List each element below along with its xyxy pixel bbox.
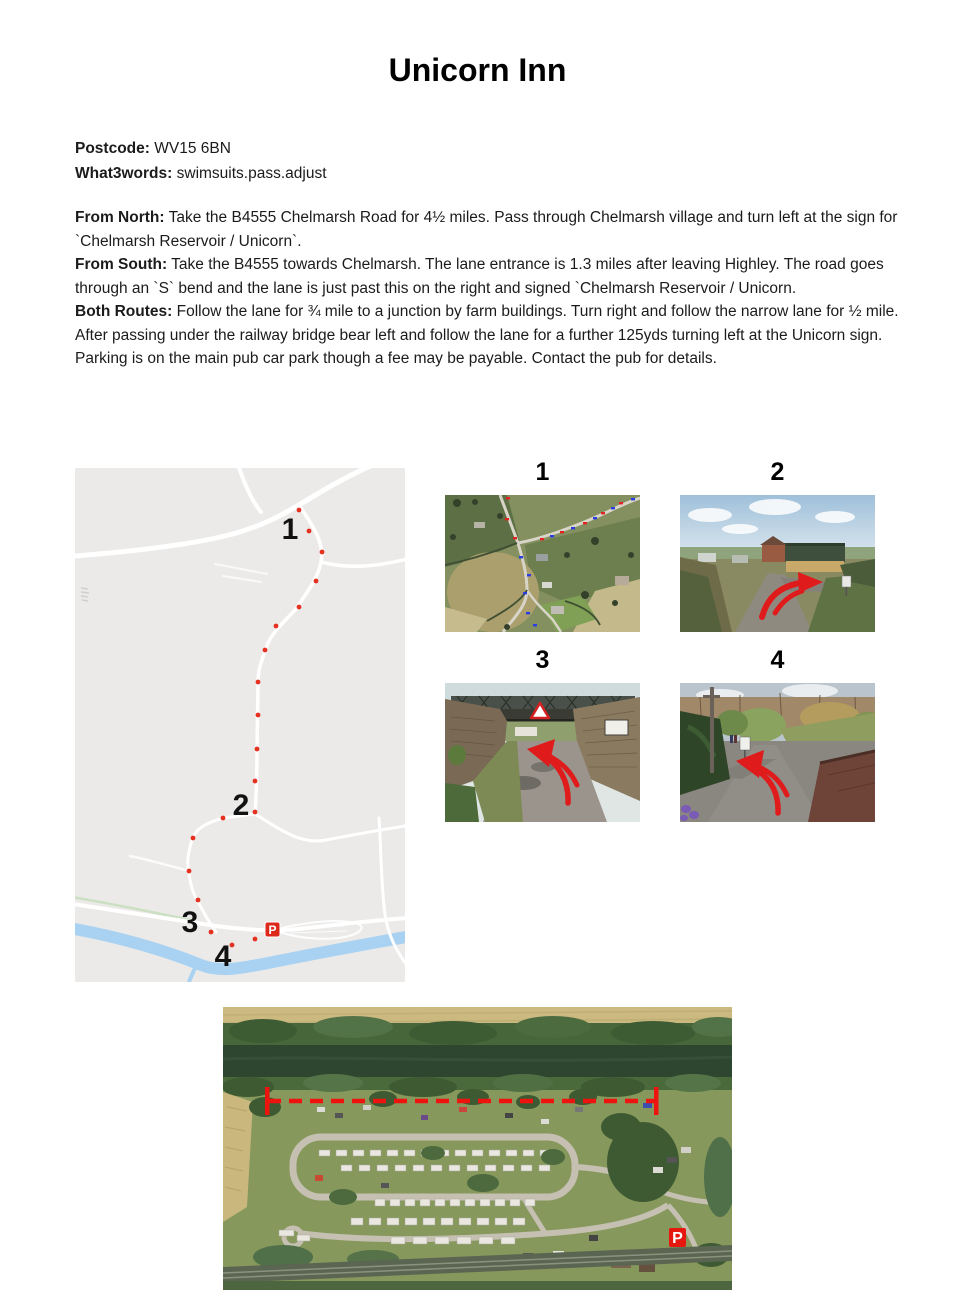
postcode-value: WV15 6BN [154, 140, 231, 157]
map-parking-letter: P [268, 923, 277, 937]
photo-2-farm-junction [680, 495, 875, 632]
map-parking-marker [265, 922, 280, 937]
from-south-label: From South: [75, 256, 168, 273]
photo-3-bridge-sign [605, 720, 628, 735]
photo-1-graphic [445, 495, 640, 632]
photo-2-graphic [680, 495, 875, 632]
from-south-body: Take the B4555 towards Chelmarsh. The lane entrance is 1.3 miles after leaving Highley. The road goes through an `S` bend and the lane is just past this on the right and signed `Chelmarsh Reservoir / Unicorn. [75, 256, 884, 297]
photo-2-barn [783, 545, 845, 562]
direction-from-south [75, 253, 918, 300]
aerial-graphic [223, 1007, 732, 1290]
direction-from-north [75, 206, 918, 253]
photo-2-label: 2 [770, 458, 785, 486]
photo-3-label: 3 [535, 646, 550, 674]
venue-info [75, 136, 327, 186]
photo-3-railway-bridge [445, 683, 640, 822]
aerial-venue-photo [223, 1007, 732, 1290]
from-north-body: Take the B4555 Chelmarsh Road for 4½ miles. Pass through Chelmarsh village and turn left at the sign for `Chelmarsh Reservoir / Unicorn`. [75, 209, 898, 250]
map-waypoint-4: 4 [214, 940, 232, 973]
photo-2-straw-bales [786, 561, 844, 572]
what3words-line [75, 161, 327, 186]
page-title: Unicorn Inn [388, 52, 567, 88]
map-waypoint-2: 2 [232, 789, 250, 822]
from-north-label: From North: [75, 209, 165, 226]
map-waypoint-3: 3 [181, 906, 199, 939]
both-routes-label: Both Routes: [75, 303, 173, 320]
photo-3-graphic [445, 683, 640, 822]
aerial-parking-letter: P [672, 1230, 683, 1247]
directions-text [75, 206, 918, 371]
photo-1-aerial-overview [445, 495, 640, 632]
photo-4-label: 4 [770, 646, 785, 674]
photo-1-label: 1 [535, 458, 550, 486]
map-waypoint-1: 1 [281, 513, 299, 546]
direction-both-routes [75, 300, 918, 371]
photo-3-cottage [515, 727, 537, 736]
postcode-line [75, 136, 327, 161]
map-background [75, 468, 405, 982]
photo-4-graphic [680, 683, 875, 822]
both-routes-body: Follow the lane for ¾ mile to a junction by farm buildings. Turn right and follow the narrow lane for ½ mile. After passing under the railway bridge bear left and follow the lane for a further 125yds turning left at the Unicorn sign. Parking is on the main pub car park though a fee may be payable. Contact the pub for details. [75, 303, 899, 367]
what3words-value: swimsuits.pass.adjust [176, 165, 327, 182]
what3words-label: What3words: [75, 165, 173, 182]
route-map [75, 468, 405, 982]
postcode-label: Postcode: [75, 140, 150, 157]
route-map-graphic [75, 468, 405, 982]
aerial-parking-marker [669, 1228, 686, 1247]
photo-4-lane-turn-left [680, 683, 875, 822]
